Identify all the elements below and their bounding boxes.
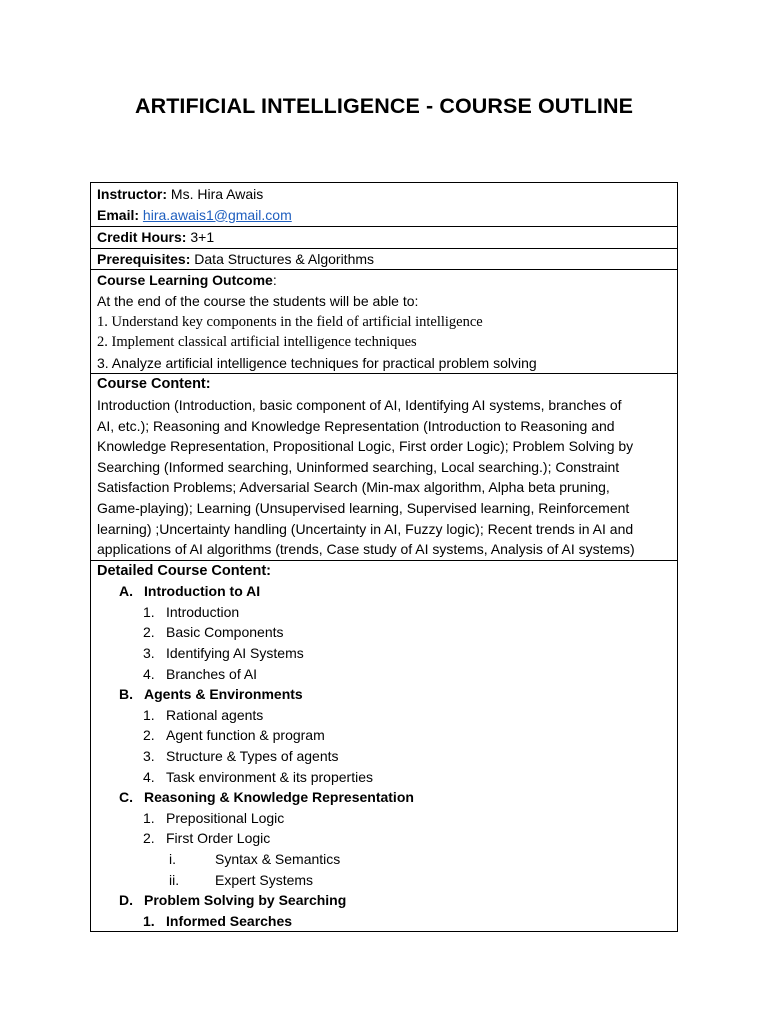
sub-item-text: Syntax & Semantics xyxy=(215,851,341,867)
item-text: Structure & Types of agents xyxy=(166,748,339,765)
detailed-content-row xyxy=(91,560,677,932)
course-content-line: applications of AI algorithms (trends, Case study of AI systems, Analysis of AI systems) xyxy=(97,541,635,558)
section-letter: D. xyxy=(119,892,133,909)
email-line xyxy=(97,205,671,226)
clo-intro: At the end of the course the students will be able to: xyxy=(97,292,419,309)
item-text: First Order Logic xyxy=(166,830,271,847)
email-colon: : xyxy=(134,206,140,223)
section-letter: C. xyxy=(119,789,133,806)
item-number: 2. xyxy=(143,727,155,744)
course-content-line: Game-playing); Learning (Unsupervised learning, Supervised learning, Reinforcement xyxy=(97,499,630,516)
section-letter: B. xyxy=(119,686,133,703)
item-text: Introduction xyxy=(166,603,240,620)
course-content-heading: Course Content: xyxy=(97,376,211,393)
item-text: Identifying AI Systems xyxy=(166,645,304,662)
sub-item-text: Expert Systems xyxy=(215,871,314,888)
section-heading xyxy=(97,581,671,602)
item-number: 1. xyxy=(143,809,155,826)
item-text: Informed Searches xyxy=(166,912,293,929)
detailed-content-heading: Detailed Course Content: xyxy=(97,562,272,579)
list-item xyxy=(97,808,671,829)
course-content-line: learning) ;Uncertainty handling (Uncertainty in AI, Fuzzy logic); Recent trends in AI and xyxy=(97,520,634,537)
credit-hours-colon: : xyxy=(181,229,187,246)
course-outline-table xyxy=(90,182,678,932)
credit-hours-value: 3+1 xyxy=(190,229,215,246)
item-number: 1. xyxy=(143,706,155,723)
item-text: Rational agents xyxy=(166,706,264,723)
course-content-line: AI, etc.); Reasoning and Knowledge Representation (Introduction to Reasoning and xyxy=(97,417,615,434)
item-number: 1. xyxy=(143,912,155,929)
prerequisites-colon: : xyxy=(185,250,191,267)
clo-heading-line xyxy=(97,270,671,291)
list-item xyxy=(97,725,671,746)
item-number: 3. xyxy=(143,748,155,765)
course-content-line: Introduction (Introduction, basic component of AI, Identifying AI systems, branches of xyxy=(97,396,622,413)
course-content-row xyxy=(91,373,677,559)
list-item xyxy=(97,664,671,685)
email-label: Email xyxy=(97,206,135,223)
email-link[interactable]: hira.awais1@gmail.com xyxy=(142,206,292,223)
course-content-line: Satisfaction Problems; Adversarial Search (Min-max algorithm, Alpha beta pruning, xyxy=(97,479,610,496)
sub-item-number: ii. xyxy=(169,871,180,888)
item-number: 2. xyxy=(143,624,155,641)
sub-item-number: i. xyxy=(169,851,176,867)
clo-colon: : xyxy=(272,272,277,289)
section-heading xyxy=(97,890,671,911)
prerequisites-label: Prerequisites xyxy=(97,250,186,267)
prerequisites-line xyxy=(97,249,671,270)
list-item xyxy=(97,828,671,849)
clo-row xyxy=(91,269,677,373)
sub-list-item xyxy=(97,870,671,891)
clo-item: 2. Implement classical artificial intelligence techniques xyxy=(97,334,417,351)
section-heading xyxy=(97,684,671,705)
list-item xyxy=(97,622,671,643)
credit-hours-row xyxy=(91,226,677,248)
list-item xyxy=(97,705,671,726)
list-item xyxy=(97,746,671,767)
section-heading xyxy=(97,787,671,808)
instructor-label: Instructor xyxy=(97,186,163,202)
page-title: ARTIFICIAL INTELLIGENCE - COURSE OUTLINE xyxy=(134,94,634,118)
list-item xyxy=(97,911,671,932)
clo-item: 1. Understand key components in the field of artificial intelligence xyxy=(97,313,483,330)
item-number: 4. xyxy=(143,665,155,682)
course-content-paragraph xyxy=(97,395,671,560)
item-text: Branches of AI xyxy=(166,665,258,682)
item-text: Basic Components xyxy=(166,624,284,641)
section-title: Agents & Environments xyxy=(144,686,303,703)
section-title: Problem Solving by Searching xyxy=(144,892,347,909)
item-text: Prepositional Logic xyxy=(166,809,285,826)
item-number: 1. xyxy=(143,603,155,620)
instructor-line xyxy=(97,184,671,205)
list-item xyxy=(97,602,671,623)
section-title: Reasoning & Knowledge Representation xyxy=(144,789,414,806)
instructor-row xyxy=(91,183,677,226)
course-content-line: Knowledge Representation, Propositional Logic, First order Logic); Problem Solving by xyxy=(97,438,634,455)
credit-hours-line xyxy=(97,227,671,248)
list-item xyxy=(97,767,671,788)
item-number: 4. xyxy=(143,768,155,785)
course-content-line: Searching (Informed searching, Uninformed searching, Local searching.); Constraint xyxy=(97,458,620,475)
item-number: 2. xyxy=(143,830,155,847)
item-text: Agent function & program xyxy=(166,727,325,744)
instructor-value: Ms. Hira Awais xyxy=(170,186,264,202)
instructor-colon: : xyxy=(162,186,168,202)
prerequisites-row xyxy=(91,248,677,270)
prerequisites-value: Data Structures & Algorithms xyxy=(194,250,375,267)
clo-heading: Course Learning Outcome xyxy=(97,272,273,289)
credit-hours-label: Credit Hours xyxy=(97,229,182,246)
item-text: Task environment & its properties xyxy=(166,768,373,785)
section-letter: A. xyxy=(119,583,133,600)
item-number: 3. xyxy=(143,645,155,662)
clo-item: 3. Analyze artificial intelligence techniques for practical problem solving xyxy=(97,354,537,371)
list-item xyxy=(97,643,671,664)
section-title: Introduction to AI xyxy=(144,583,261,600)
sub-list-item xyxy=(97,849,671,870)
